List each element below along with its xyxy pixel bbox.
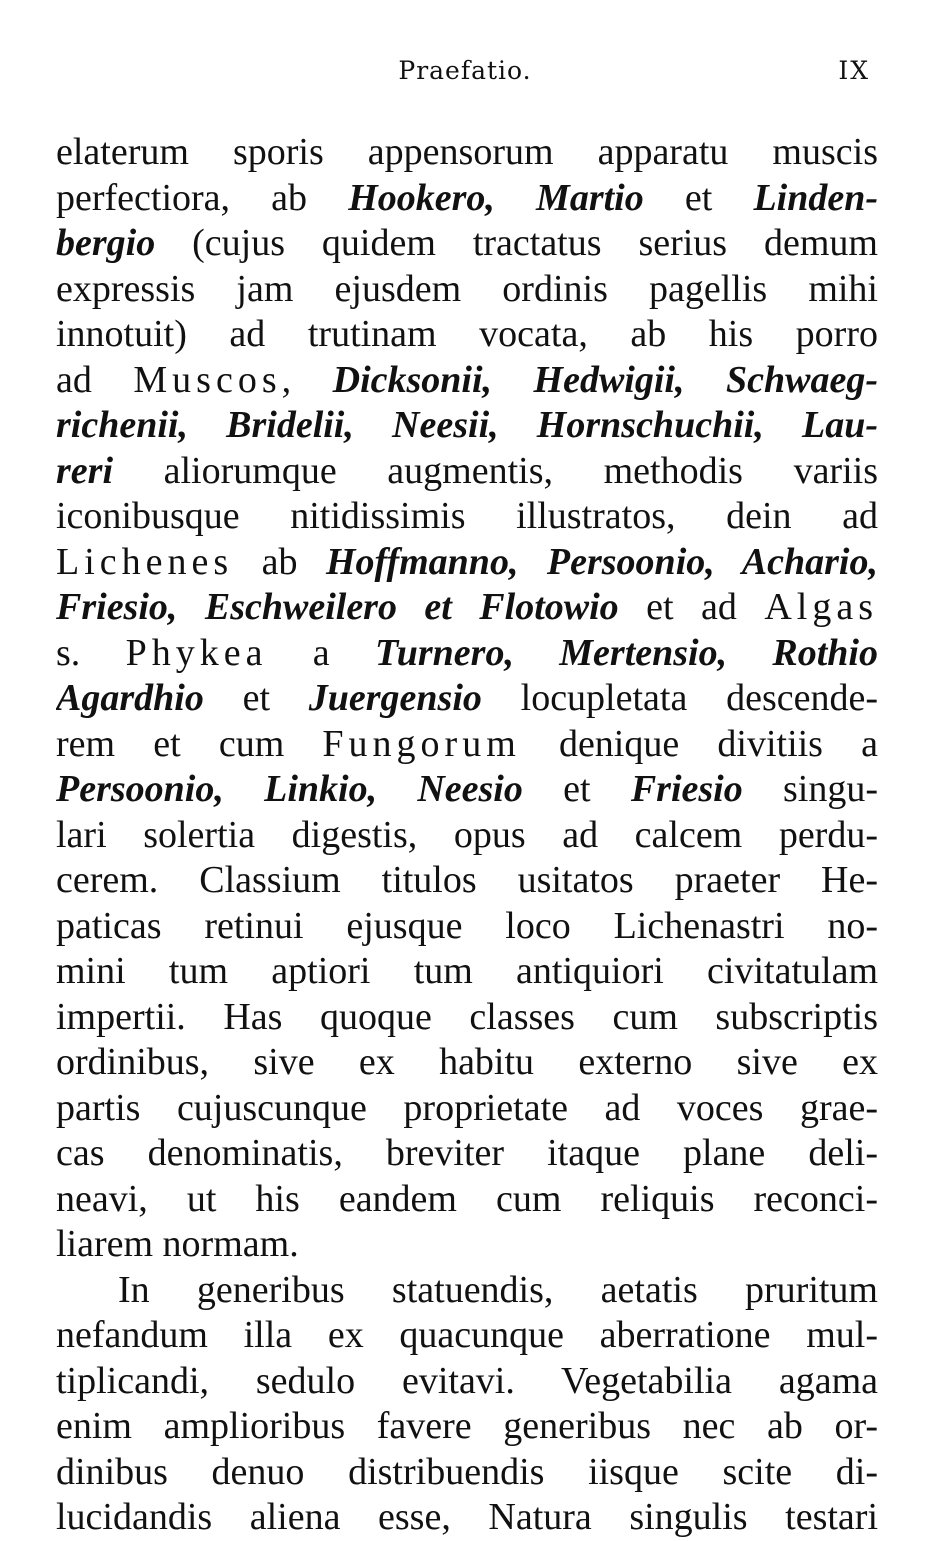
- text-line: [56, 813, 878, 859]
- text-run: cas denominatis, breviter itaque plane deli-: [56, 1132, 878, 1174]
- text-run: nefandum illa ex quacunque aberratione mul-: [56, 1314, 878, 1356]
- italic-name: richenii, Bridelii, Neesii, Hornschuchii, Lau-: [56, 404, 878, 446]
- text-line: [56, 585, 878, 631]
- text-run: ,: [281, 358, 333, 401]
- text-line: [56, 767, 878, 813]
- text-run: mini tum aptiori tum antiquiori civitatulam: [56, 950, 878, 992]
- text-line: [56, 176, 878, 222]
- text-run: denique divitiis a: [520, 722, 878, 765]
- text-run: locupletata descende-: [481, 677, 878, 719]
- text-run: impertii. Has quoque classes cum subscriptis: [56, 995, 878, 1038]
- text-line: [56, 1313, 878, 1359]
- text-line: [56, 1222, 878, 1268]
- text-run: enim amplioribus favere generibus nec ab or-: [56, 1405, 878, 1447]
- text-line: [56, 1359, 878, 1405]
- text-line: [56, 358, 878, 404]
- text-line: [56, 540, 878, 586]
- text-run: iconibusque nitidissimis illustratos, dein ad: [56, 495, 878, 537]
- text-run: ad: [56, 358, 134, 401]
- spaced-term: Fungorum: [322, 722, 521, 765]
- text-line: [56, 904, 878, 950]
- italic-name: reri: [56, 449, 113, 492]
- text-run: ab: [233, 540, 326, 583]
- text-run: perfectiora, ab: [56, 176, 349, 219]
- text-line: [56, 130, 878, 176]
- text-run: paticas retinui ejusque loco Lichenastri no-: [56, 904, 878, 947]
- italic-name: Friesio, Eschweilero et Flotowio: [56, 586, 619, 628]
- italic-name: Juergensio: [308, 677, 482, 719]
- text-line: [56, 494, 878, 540]
- text-run: et: [522, 768, 631, 810]
- italic-name: Hoffmanno, Persoonio, Achario,: [325, 540, 878, 583]
- text-line: [56, 949, 878, 995]
- text-run: s.: [56, 631, 126, 674]
- text-run: tiplicandi, sedulo evitavi. Vegetabilia agama: [56, 1359, 878, 1402]
- italic-name: bergio: [56, 222, 156, 264]
- spaced-term: Lichenes: [56, 540, 234, 583]
- italic-name: Persoonio, Linkio, Neesio: [56, 768, 523, 810]
- text-run: rem et cum: [56, 722, 323, 765]
- text-run: partis cujuscunque proprietate ad voces grae-: [56, 1086, 878, 1129]
- text-run: innotuit) ad trutinam vocata, ab his porro: [56, 313, 878, 355]
- text-run: dinibus denuo distribuendis iisque scite di-: [56, 1450, 878, 1493]
- text-line: [56, 1450, 878, 1496]
- text-run: (cujus quidem tractatus serius demum: [155, 222, 878, 264]
- text-line: [56, 858, 878, 904]
- text-run: et ad: [618, 586, 765, 628]
- text-run: lari solertia digestis, opus ad calcem perdu-: [56, 813, 878, 856]
- text-run: et: [643, 176, 754, 219]
- text-run: ordinibus, sive ex habitu externo sive ex: [56, 1041, 878, 1083]
- text-run: cerem. Classium titulos usitatos praeter He-: [56, 859, 878, 901]
- text-line: [56, 1086, 878, 1132]
- text-run: In generibus statuendis, aetatis pruritum: [118, 1268, 878, 1311]
- body-text: [56, 130, 878, 1541]
- italic-name: Turnero, Mertensio, Rothio: [374, 631, 878, 674]
- text-line: [56, 1040, 878, 1086]
- text-run: et: [203, 677, 309, 719]
- italic-name: Agardhio: [56, 677, 204, 719]
- text-run: lucidandis aliena esse, Natura singulis testari: [56, 1496, 878, 1538]
- text-run: neavi, ut his eandem cum reliquis reconci-: [56, 1177, 878, 1220]
- page-number: IX: [838, 56, 870, 85]
- text-line: [56, 1268, 878, 1314]
- text-line: [56, 676, 878, 722]
- spaced-term: Phykea: [125, 631, 268, 674]
- text-line: [56, 449, 878, 495]
- text-line: [56, 631, 878, 677]
- text-line: [56, 1131, 878, 1177]
- italic-name: Hookero, Martio: [348, 176, 644, 219]
- italic-name: Dicksonii, Hedwigii, Schwaeg-: [332, 358, 878, 401]
- text-line: [56, 1404, 878, 1450]
- text-run: elaterum sporis appensorum apparatu muscis: [56, 131, 878, 173]
- text-line: [56, 267, 878, 313]
- spaced-term: Muscos: [133, 358, 282, 401]
- text-run: liarem normam.: [56, 1223, 299, 1265]
- text-line: [56, 312, 878, 358]
- page-header: [56, 56, 874, 96]
- text-line: [56, 722, 878, 768]
- text-run: a: [267, 631, 375, 674]
- text-run: expressis jam ejusdem ordinis pagellis mihi: [56, 267, 878, 310]
- text-run: singu-: [742, 768, 878, 810]
- italic-name: Linden-: [753, 176, 878, 219]
- spaced-term: Algas: [764, 586, 878, 628]
- italic-name: Friesio: [630, 768, 743, 810]
- text-line: [56, 221, 878, 267]
- text-line: [56, 403, 878, 449]
- text-run: aliorumque augmentis, methodis variis: [113, 449, 878, 492]
- text-line: [56, 1177, 878, 1223]
- running-title: Praefatio.: [398, 56, 532, 85]
- text-line: [56, 995, 878, 1041]
